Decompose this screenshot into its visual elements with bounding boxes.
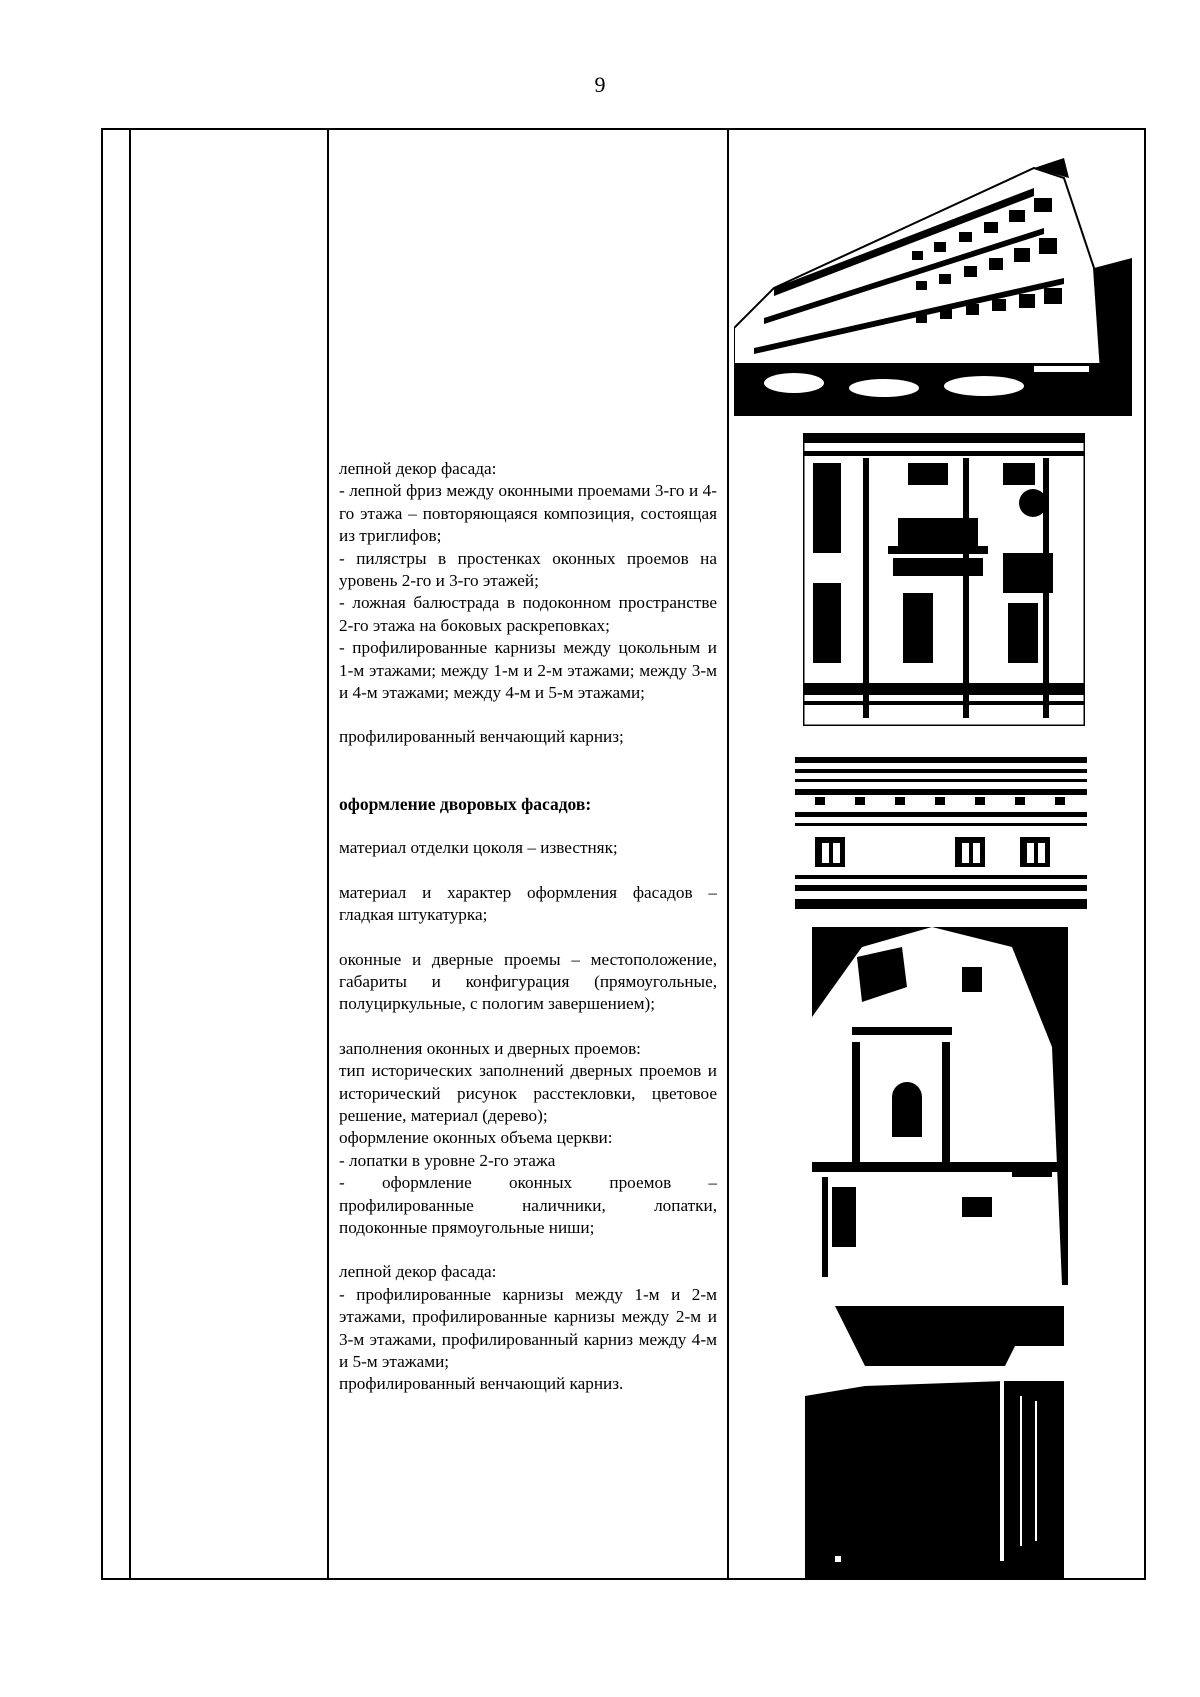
- text-line: заполнения оконных и дверных проемов:: [339, 1038, 641, 1058]
- column-divider-2: [327, 130, 329, 1578]
- photo-building-street-view: [734, 158, 1132, 416]
- page-number: 9: [594, 72, 606, 97]
- photo-courtyard-dark: [805, 1306, 1064, 1578]
- text-line: материал и характер оформления фасадов – гладкая штукатурка;: [339, 882, 717, 925]
- section-heading: оформление дворовых фасадов:: [339, 793, 592, 814]
- text-line: материал отделки цоколя – известняк;: [339, 838, 618, 858]
- text-line: - пилястры в простенках оконных проемов на уровень 2-го и 3-го этажей;: [339, 548, 717, 591]
- text-line: - оформление оконных проемов – профилированные наличники, лопатки, подоконные прямоугольные ниши;: [339, 1173, 717, 1237]
- text-line: лепной декор фасада:: [339, 1262, 497, 1282]
- column-divider-1: [129, 130, 131, 1578]
- text-line: - лепной фриз между оконными проемами 3-го и 4-го этажа – повторяющаяся композиция, состоящая из триглифов;: [339, 481, 717, 546]
- text-line: - профилированные карнизы между 1-м и 2-м этажами, профилированные карнизы между 2-м и 3-м этажами, профилированный карниз между 4-м и 5-м этажами;: [339, 1284, 717, 1371]
- text-line: оформление оконных объема церкви:: [339, 1128, 613, 1148]
- text-line: профилированный венчающий карниз.: [339, 1374, 624, 1394]
- text-line: профилированный венчающий карниз;: [339, 727, 624, 747]
- photo-courtyard-facade: [812, 927, 1068, 1285]
- text-line: оконные и дверные проемы – местоположение, габариты и конфигурация (прямоугольные, полуциркульные, с пологим завершением);: [339, 949, 717, 1014]
- column-divider-3: [727, 130, 729, 1578]
- text-line: лепной декор фасада:: [339, 459, 497, 478]
- text-line: - лопатки в уровне 2-го этажа: [339, 1150, 556, 1170]
- photo-facade-pilasters: [803, 433, 1085, 726]
- text-line: - ложная балюстрада в подоконном пространстве 2-го этажа на боковых раскреповках;: [339, 593, 717, 635]
- photo-facade-frieze: [795, 757, 1087, 909]
- text-line: - профилированные карнизы между цокольным и 1-м этажами; между 1-м и 2-м этажами; между 3-м и 4-м этажами; между 4-м и 5-м этажами;: [339, 638, 717, 703]
- text-line: тип исторических заполнений дверных проемов и исторический рисунок расстекловки, цветовое решение, материал (дерево);: [339, 1061, 717, 1125]
- description-column: [339, 458, 717, 1396]
